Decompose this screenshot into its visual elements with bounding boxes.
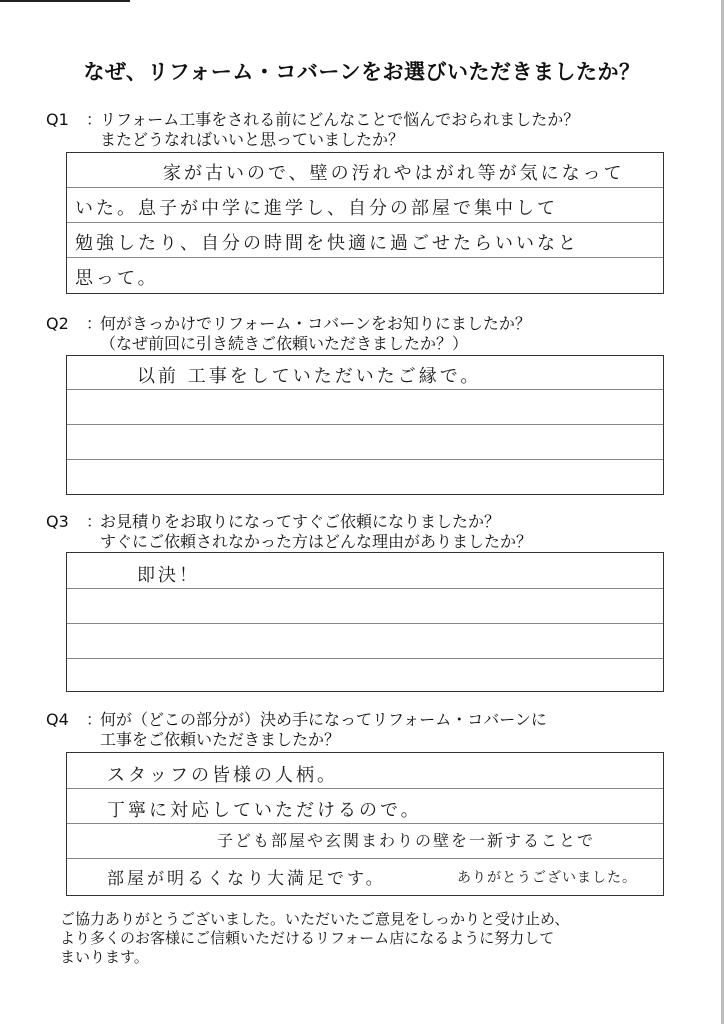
answer-line <box>67 658 663 659</box>
question-text-line2: 工事をご依頼いただきましたか？ <box>100 730 341 749</box>
question-text-line2: またどうなればいいと思っていましたか？ <box>100 130 405 149</box>
question-1 <box>46 110 579 150</box>
handwritten-answer-line: いた。息子が中学に進学し、自分の部屋で集中して <box>75 198 558 219</box>
question-separator: ： <box>86 314 103 333</box>
question-number: Q1 <box>46 110 69 129</box>
question-2 <box>46 314 531 354</box>
question-text-line1: お見積りをお取りになってすぐご依頼になりましたか？ <box>100 512 501 531</box>
answer-line <box>67 257 663 258</box>
question-number: Q3 <box>46 512 69 531</box>
answer-line <box>67 222 663 223</box>
question-text-line1: 何が（どこの部分が）決め手になってリフォーム・コバーンに <box>100 710 547 729</box>
top-edge-line <box>0 0 130 2</box>
question-text-line1: リフォーム工事をされる前にどんなことで悩んでおられましたか？ <box>100 110 580 129</box>
answer-box-4 <box>66 752 664 896</box>
answer-line <box>67 823 663 824</box>
answer-line <box>67 187 663 188</box>
question-separator: ： <box>86 710 103 729</box>
answer-line <box>67 623 663 624</box>
question-4 <box>46 710 547 750</box>
question-3 <box>46 512 532 552</box>
handwritten-answer-line: 子ども部屋や玄関まわりの壁を一新することで <box>217 831 596 850</box>
answer-line <box>67 588 663 589</box>
handwritten-answer-line: 以前 工事をしていただいたご縁で。 <box>137 366 482 387</box>
handwritten-answer-line: 部屋が明るくなり大満足です。 <box>107 869 386 889</box>
question-separator: ： <box>86 110 103 129</box>
question-text-line1: 何がきっかけでリフォーム・コバーンをお知りにましたか？ <box>100 314 531 333</box>
thank-you-footer <box>60 910 569 967</box>
page-title: なぜ、リフォーム・コバーンをお選びいただきましたか？ <box>83 60 641 84</box>
answer-box-3 <box>66 552 664 692</box>
footer-line: ご協力ありがとうございました。いただいたご意見をしっかりと受け止め、 <box>60 910 570 928</box>
answer-line <box>67 459 663 460</box>
answer-line <box>67 788 663 789</box>
handwritten-answer-line: スタッフの皆様の人柄。 <box>107 765 338 786</box>
answer-line <box>67 424 663 425</box>
footer-line: まいります。 <box>60 948 149 966</box>
handwritten-answer-line: 思って。 <box>75 268 159 289</box>
question-number: Q4 <box>46 710 69 729</box>
answer-box-2 <box>66 355 664 495</box>
footer-line: より多くのお客様にご信頼いただけるリフォーム店になるように努力して <box>60 929 555 947</box>
handwritten-answer-line: 勉強したり、自分の時間を快適に過ごせたらいいなと <box>75 233 579 254</box>
handwritten-answer-line: 家が古いので、壁の汚れやはがれ等が気になって <box>163 163 625 184</box>
question-text-line2: すぐにご依頼されなかった方はどんな理由がありましたか？ <box>100 532 533 551</box>
handwritten-answer-line: 丁寧に対応していただけるので。 <box>107 800 422 821</box>
answer-line <box>67 389 663 390</box>
handwritten-answer-line: 即決！ <box>137 565 200 586</box>
question-number: Q2 <box>46 314 69 333</box>
answer-box-1 <box>66 152 664 294</box>
handwritten-answer-line: ありがとうございました。 <box>457 870 637 886</box>
answer-line <box>67 858 663 859</box>
question-text-line2: （なぜ前回に引き続きご依頼いただきましたか？） <box>100 334 469 353</box>
question-separator: ： <box>86 512 103 531</box>
